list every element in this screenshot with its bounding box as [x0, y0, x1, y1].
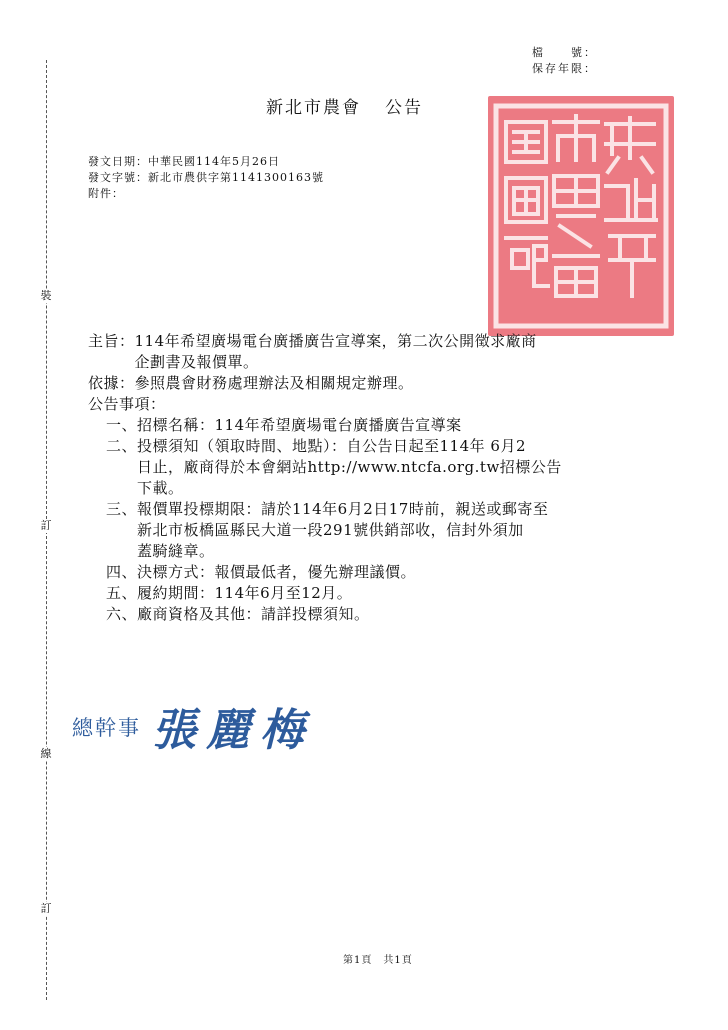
item-number: 五、	[106, 584, 138, 602]
list-item	[88, 562, 648, 583]
item-line: 決標方式：報價最低者，優先辦理議價。	[137, 563, 417, 581]
subject-label: 主旨：	[88, 332, 135, 350]
retention-label: 保存年限：	[532, 62, 597, 75]
file-no-label: 檔 號：	[532, 46, 597, 59]
items-header: 公告事項：	[88, 395, 166, 413]
seal-graphic	[488, 96, 674, 336]
binding-mark-ding: 訂	[40, 519, 52, 532]
item-line: 蓋騎縫章。	[137, 542, 215, 560]
subject-line-2: 企劃書及報價單。	[134, 353, 259, 371]
issue-number: 發文字號：新北市農供字第1141300163號	[88, 171, 324, 184]
basis-text: 參照農會財務處理辦法及相關規定辦理。	[134, 374, 414, 392]
list-item	[88, 604, 648, 625]
basis-label: 依據：	[88, 374, 135, 392]
binding-mark-zhuang: 裝	[40, 289, 52, 302]
subject-section	[88, 331, 648, 373]
item-number: 四、	[106, 563, 138, 581]
page-number: 第1頁 共1頁	[343, 955, 413, 966]
item-line: 招標名稱：114年希望廣場電台廣播廣告宣導案	[137, 416, 462, 434]
issue-attachment: 附件：	[88, 187, 124, 200]
document-title	[266, 93, 423, 118]
item-number: 六、	[106, 605, 138, 623]
binding-mark-xian: 線	[40, 747, 52, 760]
item-line: 下載。	[137, 479, 184, 497]
title-doctype: 公告	[385, 98, 423, 118]
signature-name: 張麗梅	[152, 705, 314, 756]
official-seal	[488, 96, 674, 336]
document-body	[88, 331, 648, 625]
binding-mark-ding-lower: 訂	[40, 902, 52, 915]
list-item	[88, 499, 648, 562]
issue-date: 發文日期：中華民國114年5月26日	[88, 155, 280, 168]
signatory-title: 總幹事	[72, 716, 141, 740]
list-item	[88, 415, 648, 436]
item-number: 二、	[106, 437, 138, 455]
file-meta	[532, 45, 597, 77]
subject-line-1: 114年希望廣場電台廣播廣告宣導案，第二次公開徵求廠商	[134, 332, 537, 350]
item-number: 一、	[106, 416, 138, 434]
list-item	[88, 436, 648, 499]
basis-section	[88, 373, 648, 394]
item-line: 新北市板橋區縣民大道一段291號供銷部收，信封外須加	[137, 521, 524, 539]
item-line: 履約期間：114年6月至12月。	[137, 584, 353, 602]
item-line: 日止，廠商得於本會網站http://www.ntcfa.org.tw招標公告	[137, 458, 562, 476]
item-line: 投標須知（領取時間、地點）：自公告日起至114年 6月2	[137, 437, 527, 455]
item-line: 廠商資格及其他：請詳投標須知。	[137, 605, 370, 623]
issue-info	[88, 154, 324, 202]
item-number: 三、	[106, 500, 138, 518]
list-item	[88, 583, 648, 604]
item-line: 報價單投標期限：請於114年6月2日17時前，親送或郵寄至	[137, 500, 549, 518]
title-org: 新北市農會	[266, 98, 361, 118]
